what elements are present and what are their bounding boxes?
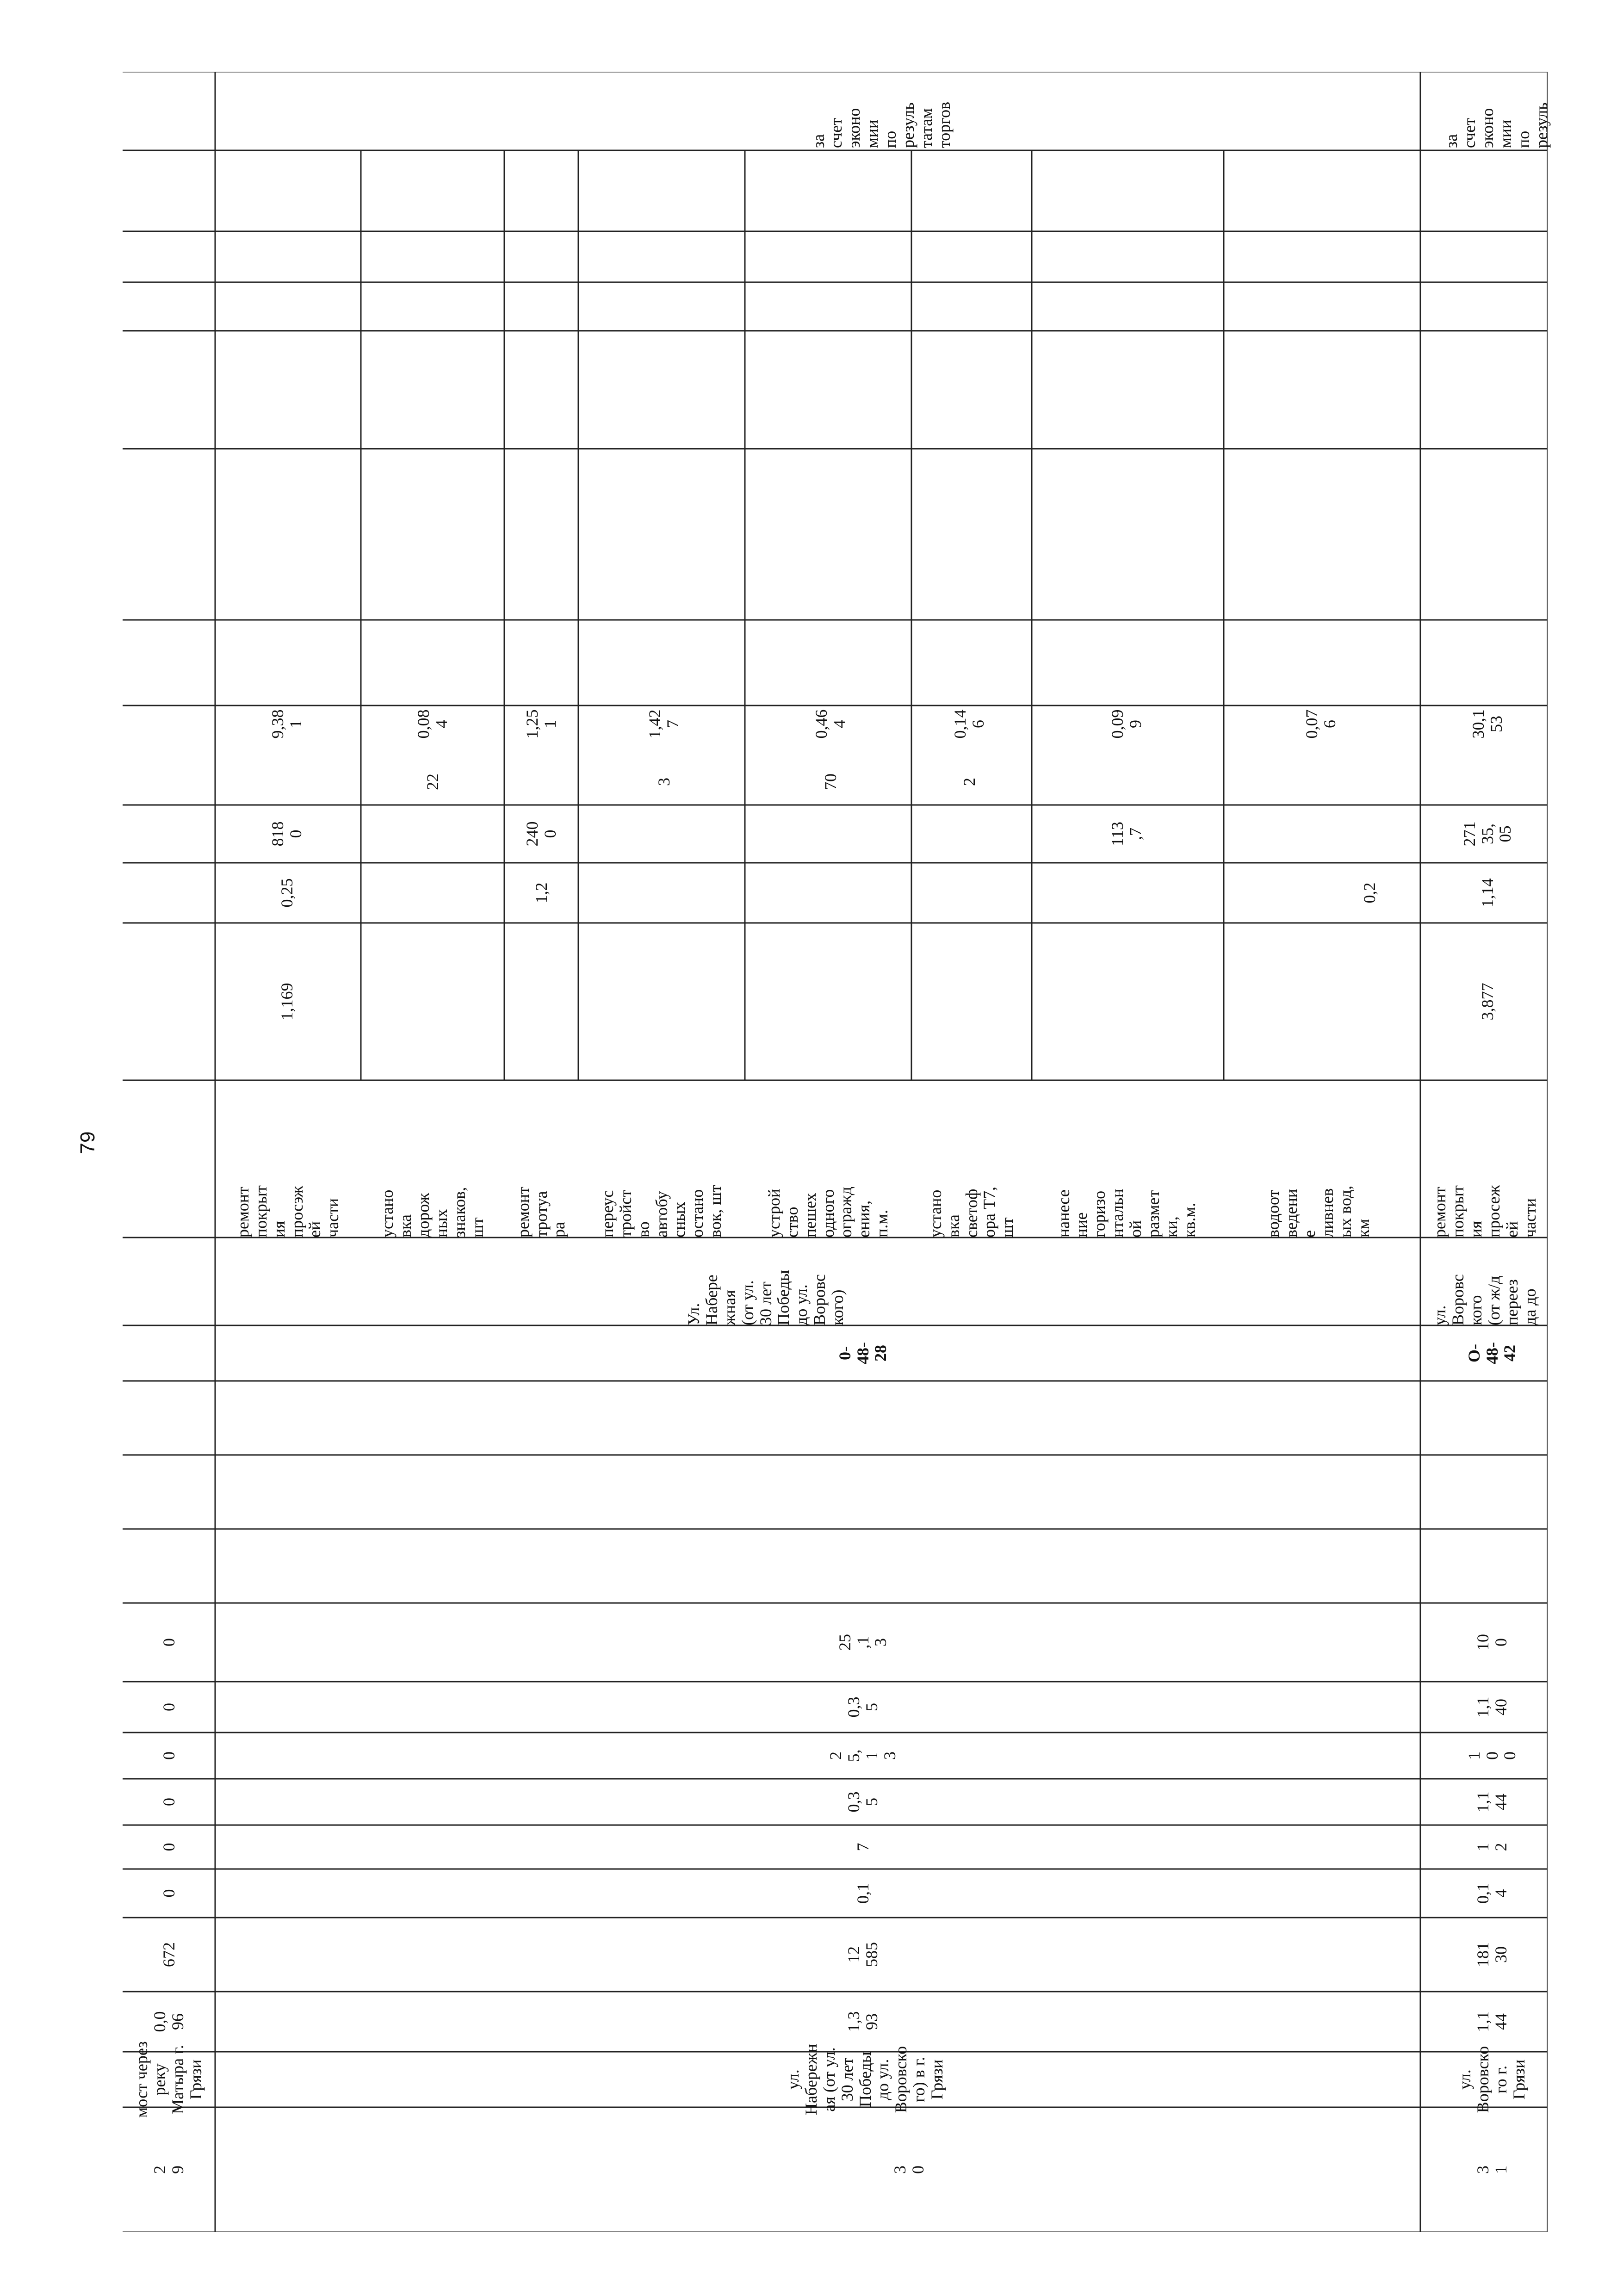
work-5-type (747, 1083, 909, 1238)
work-3-len-text: 1,2 (532, 882, 551, 904)
work-7-area (1085, 805, 1168, 863)
row-31-length-text: 1,1 44 (1474, 2011, 1510, 2032)
row-30-number-text: 3 0 (891, 2166, 927, 2174)
work-1-type (217, 1083, 359, 1238)
row-31-area (1446, 1918, 1538, 1992)
work-6-type (914, 1083, 1029, 1238)
row-31-name (1446, 2046, 1538, 2113)
work-4-cost (622, 692, 706, 756)
work-8-type-text: водоот ведени е ливнев ых вод, км (1264, 1185, 1373, 1238)
rotated-table (123, 72, 1551, 2232)
economy-note-1-text: за счет эконо мии по резуль татам торгов (809, 101, 954, 148)
work-8-cost-text: 0,07 6 (1302, 709, 1339, 739)
row-29-name (123, 2041, 215, 2118)
row-30-name (768, 2044, 962, 2115)
work-8-len-text: 0,2 (1360, 882, 1379, 904)
work-2-type (363, 1083, 502, 1238)
row-30-area (817, 1918, 909, 1992)
row-31-v5 (1446, 1682, 1538, 1733)
work-8-cost (1279, 692, 1363, 756)
work-6-cost-text: 0,14 6 (951, 709, 987, 739)
work-2-cost-text: 0,08 4 (414, 709, 451, 739)
work-3-type-text: ремонт тротуа ра (514, 1187, 569, 1238)
row-31-code (1446, 1325, 1538, 1381)
work-1-type-text: ремонт покрыт ия просэж ей части (233, 1185, 342, 1238)
row-30-v1 (817, 1869, 909, 1918)
work-6-type-text: устано вка светоф ора Т7, шт (926, 1187, 1017, 1238)
work-2-count (391, 759, 474, 805)
row-31-area2-text: 271 35, 05 (1460, 821, 1515, 847)
row-31-v4 (1446, 1733, 1538, 1779)
row-31-number-text: 3 1 (1474, 2166, 1510, 2174)
row-30-code-text: 0- 48- 28 (835, 1342, 890, 1364)
work-1-cost-text: 9,38 1 (268, 709, 305, 739)
work-7-cost-text: 0,09 9 (1108, 709, 1145, 739)
row-31-len-text: 1,14 (1478, 878, 1497, 908)
work-5-type-text: устрой ство пешех одного огражд ения, п.м. (764, 1187, 892, 1238)
row-30-v3 (817, 1779, 909, 1825)
work-7-area-text: 113 ,7 (1108, 822, 1145, 846)
row-30-object-text: Ул. Набере жная (от ул. 30 лет Победы до ул. Воровс кого) (684, 1270, 847, 1325)
work-2-type-text: устано вка дорож ных знаков, шт (378, 1187, 487, 1238)
work-4-count (622, 759, 706, 805)
row-30-v4-text: 2 5, 1 3 (826, 1749, 899, 1762)
work-3-area (500, 805, 583, 863)
row-31-v6-text: 10 0 (1474, 1634, 1510, 1651)
row-30-v3-text: 0,3 5 (844, 1791, 881, 1813)
row-30-v2-text: 7 (853, 1843, 872, 1851)
work-1-area-text: 818 0 (268, 821, 305, 847)
row-31-v4-text: 1 0 0 (1464, 1751, 1519, 1760)
row-29-length (123, 1992, 215, 2052)
work-4-type-text: переус тройст во автобу сных остано вок, шт (598, 1185, 725, 1238)
work-3-area-text: 240 0 (523, 821, 559, 847)
row-31-v3-text: 1,1 44 (1474, 1791, 1510, 1813)
row-30-v1-text: 0,1 (853, 1883, 872, 1904)
row-30-length-text: 1,3 93 (844, 2011, 881, 2032)
row-31-code-text: О- 48- 42 (1464, 1342, 1519, 1364)
row-29-v6 (123, 1603, 215, 1682)
row-29-v2-text: 0 (159, 1843, 178, 1851)
row-31-cost-text: 30,1 53 (1469, 709, 1505, 739)
row-30-v5-text: 0,3 5 (844, 1696, 881, 1718)
row-29-v3 (123, 1779, 215, 1825)
row-31-work-type (1423, 1083, 1548, 1238)
row-30-v6-text: 25 ,1 3 (835, 1634, 890, 1651)
row-29-name-text: мост через реку Матыра г. Грязи (132, 2041, 205, 2118)
page-number: 79 (76, 1131, 99, 1154)
row-29-v1 (123, 1869, 215, 1918)
row-31-number (1446, 2107, 1538, 2232)
row-31-length (1446, 1992, 1538, 2052)
row-30-code (817, 1325, 909, 1381)
row-29-number (123, 2107, 215, 2232)
row-31-qty (1446, 923, 1529, 1080)
row-31-v6 (1446, 1603, 1538, 1682)
work-6-count (928, 759, 1011, 805)
work-3-cost (500, 692, 583, 756)
row-31-v1 (1446, 1869, 1538, 1918)
row-31-cost (1446, 692, 1529, 756)
economy-note-2 (1442, 74, 1551, 148)
work-1-qty (245, 923, 328, 1080)
row-31-v1-text: 0,1 4 (1474, 1883, 1510, 1904)
work-2-cost (391, 692, 474, 756)
row-30-name-text: ул. Набережн ая (от ул. 30 лет Победы до ул. Воровско го) в г. Грязи (784, 2044, 947, 2115)
row-31-v2-text: 1 2 (1474, 1843, 1510, 1851)
work-1-len-text: 0,25 (277, 878, 296, 908)
row-31-v3 (1446, 1779, 1538, 1825)
row-29-number-text: 2 9 (150, 2166, 187, 2174)
row-30-number (863, 2107, 955, 2232)
economy-note-2-text: за счет эконо мии по резуль (1442, 102, 1551, 148)
row-29-v4-text: 0 (159, 1751, 178, 1760)
row-29-v5-text: 0 (159, 1703, 178, 1711)
row-29-v2 (123, 1825, 215, 1869)
work-3-type (507, 1083, 576, 1238)
row-29-area (123, 1918, 215, 1992)
row-30-v6 (817, 1603, 909, 1682)
row-30-object (684, 1238, 847, 1325)
row-29-length-text: 0,0 96 (150, 2011, 187, 2032)
work-3-cost-text: 1,25 1 (523, 709, 559, 739)
work-7-type-text: нанесе ние горизо нтальн ой размет ки, кв.м. (1054, 1188, 1199, 1238)
row-31-len (1446, 863, 1529, 923)
work-5-cost (789, 692, 872, 756)
work-8-type (1226, 1083, 1411, 1238)
work-1-len (245, 863, 328, 923)
row-31-object-text: ул. Воровс кого (от ж/д переез да до (1431, 1274, 1539, 1325)
row-31-area-text: 181 30 (1474, 1942, 1510, 1967)
row-31-v5-text: 1,1 40 (1474, 1696, 1510, 1718)
row-29-v3-text: 0 (159, 1798, 178, 1806)
work-3-len (500, 863, 583, 923)
row-30-v2 (817, 1825, 909, 1869)
work-1-qty-text: 1,169 (277, 983, 296, 1021)
work-6-cost (928, 692, 1011, 756)
row-30-v4 (817, 1733, 909, 1779)
row-29-v6-text: 0 (159, 1638, 178, 1646)
row-31-work-type-text: ремонт покрыт ия просеж ей части (1431, 1185, 1539, 1238)
work-8-len (1328, 863, 1411, 923)
row-29-v4 (123, 1733, 215, 1779)
row-30-v5 (817, 1682, 909, 1733)
work-5-cost-text: 0,46 4 (812, 709, 849, 739)
economy-note-1 (789, 74, 974, 148)
work-1-cost (245, 692, 328, 756)
work-1-area (245, 805, 328, 863)
work-4-count-text: 3 (654, 778, 673, 786)
row-31-name-text: ул. Воровско го г. Грязи (1456, 2046, 1528, 2113)
row-29-v5 (123, 1682, 215, 1733)
work-6-count-text: 2 (960, 778, 979, 786)
row-29-area-text: 672 (159, 1942, 178, 1967)
work-5-count (789, 759, 872, 805)
row-31-v2 (1446, 1825, 1538, 1869)
work-5-count-text: 70 (821, 774, 840, 790)
work-4-type (581, 1083, 743, 1238)
row-31-area2 (1446, 805, 1529, 863)
row-30-length (817, 1992, 909, 2052)
row-31-qty-text: 3,877 (1478, 983, 1497, 1021)
row-29-v1-text: 0 (159, 1889, 178, 1898)
work-2-count-text: 22 (423, 774, 442, 790)
work-7-type (1034, 1083, 1219, 1238)
row-30-area-text: 12 585 (844, 1942, 881, 1967)
work-7-cost (1085, 692, 1168, 756)
row-31-object (1423, 1238, 1548, 1325)
work-4-cost-text: 1,42 7 (645, 709, 682, 739)
